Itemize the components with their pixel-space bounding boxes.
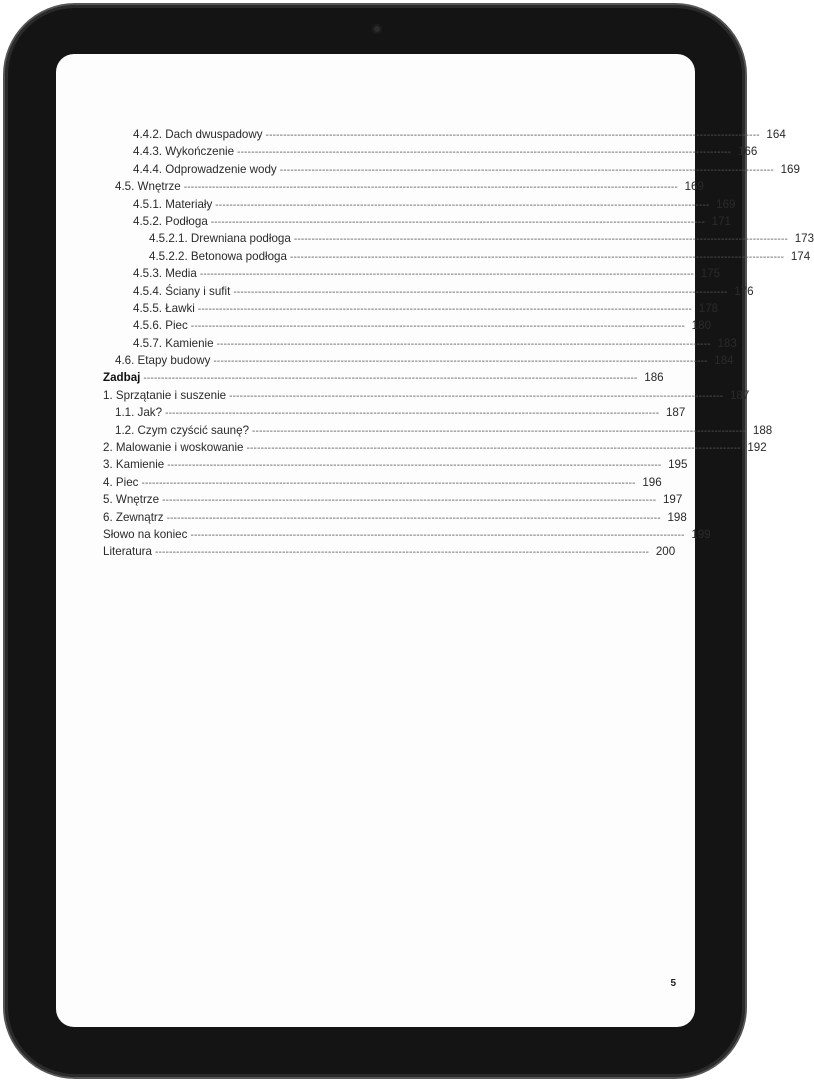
toc-entry-page: 184 (714, 354, 734, 368)
toc-entry-title: 6. Zewnątrz (103, 510, 164, 524)
toc-entry[interactable] (103, 197, 736, 215)
toc-leader-dashes: -------------------------------------------------------------------------------------------------------------------------------------------- (289, 251, 785, 263)
toc-entry-page: 180 (691, 319, 712, 333)
toc-entry[interactable] (103, 267, 721, 284)
toc-leader-dashes: -------------------------------------------------------------------------------------------------------------------------------------------- (154, 547, 650, 559)
toc-entry-title: 1. Sprzątanie i suszenie (103, 388, 227, 402)
toc-entry[interactable] (103, 493, 683, 510)
toc-entry-page: 197 (662, 493, 683, 507)
toc-leader-dashes: -------------------------------------------------------------------------------------------------------------------------------------------- (252, 425, 747, 437)
toc-entry[interactable] (103, 388, 750, 406)
toc-leader-dashes: -------------------------------------------------------------------------------------------------------------------------------------------- (213, 356, 708, 368)
toc-entry-title: 1.1. Jak? (115, 406, 163, 420)
toc-leader-dashes: -------------------------------------------------------------------------------------------------------------------------------------------- (293, 234, 789, 246)
toc-entry[interactable] (103, 180, 704, 197)
toc-entry-page: 171 (711, 214, 731, 228)
toc-entry-page: 178 (698, 301, 719, 315)
toc-entry-page: 187 (665, 406, 686, 420)
toc-entry[interactable] (103, 423, 773, 441)
toc-entry-title: 4.4.3. Wykończenie (133, 145, 235, 159)
table-of-contents (103, 128, 814, 563)
toc-entry-title: 4.5.5. Ławki (133, 301, 195, 315)
toc-entry-page: 169 (684, 180, 704, 194)
toc-leader-dashes: -------------------------------------------------------------------------------------------------------------------------------------------- (166, 512, 661, 524)
toc-entry[interactable] (103, 336, 737, 354)
toc-entry-page: 199 (691, 527, 711, 541)
toc-entry-page: 174 (790, 249, 811, 263)
toc-leader-dashes: -------------------------------------------------------------------------------------------------------------------------------------------- (229, 390, 724, 402)
toc-leader-dashes: -------------------------------------------------------------------------------------------------------------------------------------------- (216, 338, 711, 350)
toc-leader-dashes: -------------------------------------------------------------------------------------------------------------------------------------------- (279, 164, 774, 176)
toc-entry-page: 166 (737, 145, 758, 159)
toc-leader-dashes: -------------------------------------------------------------------------------------------------------------------------------------------- (197, 303, 693, 315)
toc-entry[interactable] (103, 458, 688, 475)
toc-entry-title: 4. Piec (103, 475, 139, 489)
toc-entry-title: 4.5.2.2. Betonowa podłoga (149, 249, 287, 263)
toc-leader-dashes: -------------------------------------------------------------------------------------------------------------------------------------------- (190, 529, 685, 541)
toc-leader-dashes: -------------------------------------------------------------------------------------------------------------------------------------------- (246, 443, 741, 455)
toc-leader-dashes: -------------------------------------------------------------------------------------------------------------------------------------------- (210, 216, 705, 228)
toc-entry-title: 4.5.3. Media (133, 267, 197, 281)
toc-entry[interactable] (103, 406, 686, 423)
toc-leader-dashes: -------------------------------------------------------------------------------------------------------------------------------------------- (162, 495, 657, 507)
toc-leader-dashes: -------------------------------------------------------------------------------------------------------------------------------------------- (167, 460, 662, 472)
toc-entry-page: 192 (747, 441, 767, 455)
toc-entry-page: 196 (642, 475, 662, 489)
toc-entry-title: Literatura (103, 545, 152, 559)
toc-entry-page: 175 (700, 267, 721, 281)
toc-entry[interactable] (103, 128, 786, 145)
toc-entry-title: 2. Malowanie i woskowanie (103, 441, 244, 455)
toc-entry-page: 200 (655, 545, 676, 559)
toc-leader-dashes: -------------------------------------------------------------------------------------------------------------------------------------------- (190, 321, 686, 333)
toc-entry-title: 1.2. Czym czyścić saunę? (115, 423, 250, 437)
toc-entry[interactable] (103, 145, 758, 162)
toc-entry[interactable] (103, 232, 814, 249)
toc-entry[interactable] (103, 441, 767, 458)
tablet-frame (5, 5, 814, 1077)
toc-entry-title: 4.5.2.1. Drewniana podłoga (149, 232, 291, 246)
toc-entry-title: 4.6. Etapy budowy (115, 354, 211, 368)
toc-entry-page: 186 (644, 371, 664, 385)
toc-entry-title: 4.4.4. Odprowadzenie wody (133, 162, 277, 176)
toc-entry-page: 195 (668, 458, 688, 472)
toc-entry-title: 4.5.1. Materiały (133, 197, 213, 211)
toc-entry-page: 176 (734, 284, 754, 298)
toc-entry[interactable] (103, 354, 734, 371)
toc-entry[interactable] (103, 301, 719, 319)
toc-entry-title: 4.5.6. Piec (133, 319, 188, 333)
toc-leader-dashes: -------------------------------------------------------------------------------------------------------------------------------------------- (141, 477, 636, 489)
toc-leader-dashes: -------------------------------------------------------------------------------------------------------------------------------------------- (143, 373, 638, 385)
front-camera (372, 24, 382, 34)
page-number: 5 (670, 978, 676, 989)
toc-leader-dashes: -------------------------------------------------------------------------------------------------------------------------------------------- (199, 269, 695, 281)
toc-entry[interactable] (103, 527, 711, 545)
toc-entry-page: 169 (716, 197, 736, 211)
toc-entry-title: Zadbaj (103, 371, 141, 385)
toc-entry-page: 187 (729, 388, 750, 402)
toc-entry-title: 4.5.4. Ściany i sufit (133, 284, 231, 298)
toc-entry-page: 183 (717, 336, 737, 350)
toc-entry-title: 5. Wnętrze (103, 493, 160, 507)
toc-leader-dashes: -------------------------------------------------------------------------------------------------------------------------------------------- (215, 199, 710, 211)
toc-entry-page: 169 (780, 162, 800, 176)
toc-entry-page: 164 (766, 128, 786, 141)
toc-entry-title: 4.5.7. Kamienie (133, 336, 214, 350)
toc-entry-title: 4.5.2. Podłoga (133, 214, 208, 228)
toc-entry[interactable] (103, 162, 800, 180)
toc-entry-title: 4.5. Wnętrze (115, 180, 181, 194)
toc-entry-page: 188 (752, 423, 773, 437)
toc-leader-dashes: -------------------------------------------------------------------------------------------------------------------------------------------- (165, 408, 660, 420)
toc-leader-dashes: -------------------------------------------------------------------------------------------------------------------------------------------- (265, 130, 760, 141)
toc-entry[interactable] (103, 214, 731, 232)
toc-entry-title: Słowo na koniec (103, 527, 188, 541)
toc-entry[interactable] (103, 319, 712, 336)
toc-entry[interactable] (103, 249, 811, 267)
toc-entry[interactable] (103, 284, 754, 302)
toc-entry[interactable] (103, 510, 687, 528)
toc-leader-dashes: -------------------------------------------------------------------------------------------------------------------------------------------- (233, 286, 728, 298)
toc-entry[interactable] (103, 545, 676, 562)
toc-leader-dashes: -------------------------------------------------------------------------------------------------------------------------------------------- (183, 182, 678, 194)
toc-entry-title: 4.4.2. Dach dwuspadowy (133, 128, 263, 141)
toc-entry[interactable] (103, 475, 662, 493)
toc-leader-dashes: -------------------------------------------------------------------------------------------------------------------------------------------- (237, 147, 732, 159)
toc-entry-page: 173 (794, 232, 814, 246)
toc-entry[interactable] (103, 371, 664, 388)
ebook-page[interactable] (56, 54, 814, 1027)
toc-entry-page: 198 (667, 510, 687, 524)
toc-entry-title: 3. Kamienie (103, 458, 165, 472)
